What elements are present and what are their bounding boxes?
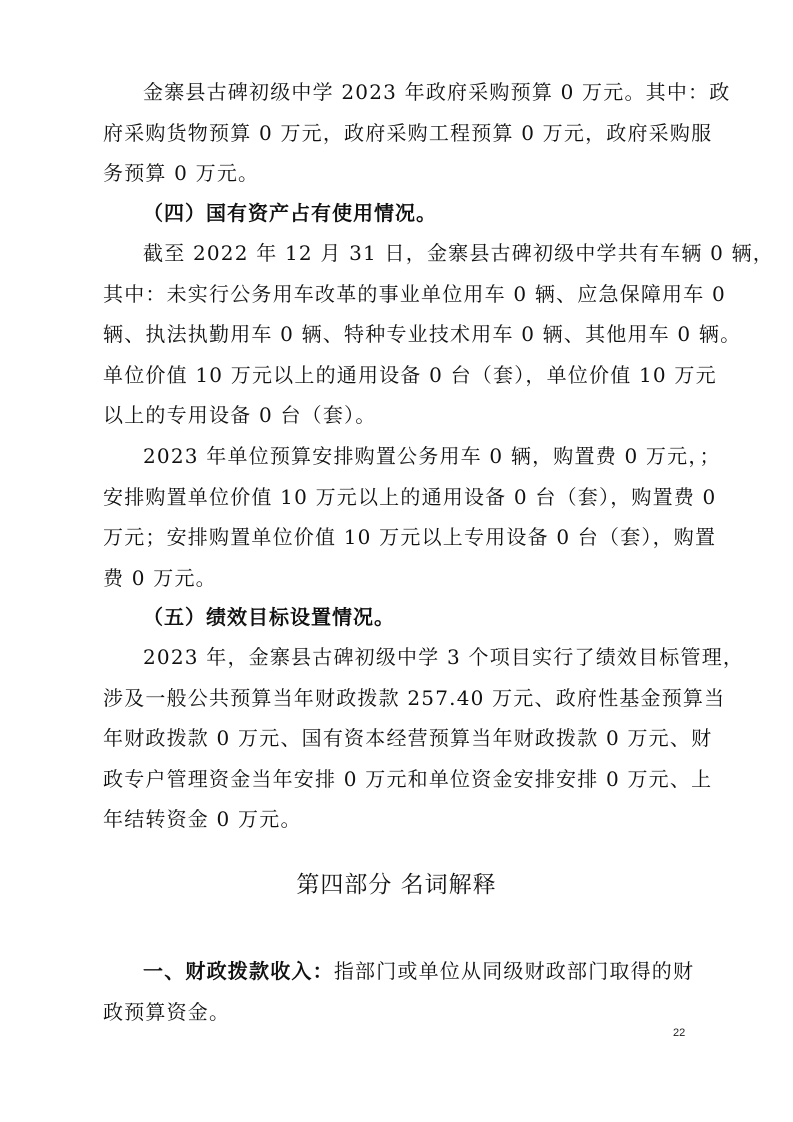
text-line: 年财政拨款 0 万元、国有资本经营预算当年财政拨款 0 万元、财 [103,726,713,750]
text-line [103,951,703,992]
text-line: 2023 年，金寨县古碑初级中学 3 个项目实行了绩效目标管理， [143,645,745,669]
text-line: 以上的专用设备 0 台（套）。 [103,403,377,427]
text-line: 政专户管理资金当年安排 0 万元和单位资金安排安排 0 万元、上 [103,766,713,791]
heading-performance-targets: （五）绩效目标设置情况。 [143,605,395,629]
text-line: 其中：未实行公务用车改革的事业单位用车 0 辆、应急保障用车 0 [103,281,726,306]
section-title: 第四部分 名词解释 [296,872,497,898]
text-line: 万元；安排购置单位价值 10 万元以上专用设备 0 台（套），购置 [103,525,717,549]
text-line: 辆、执法执勤用车 0 辆、特种专业技术用车 0 辆、其他用车 0 辆。 [103,322,742,346]
text-line: 单位价值 10 万元以上的通用设备 0 台（套），单位价值 10 万元 [103,362,717,387]
paragraph-term-definition [103,951,703,1032]
paragraph-performance [103,637,745,840]
text-line: 府采购货物预算 0 万元，政府采购工程预算 0 万元，政府采购服 [103,120,713,145]
text-line: 年结转资金 0 万元。 [103,807,302,831]
paragraph-purchase-budget [103,436,721,598]
text-line: 安排购置单位价值 10 万元以上的通用设备 0 台（套），购置费 0 [103,484,717,509]
heading-state-assets: （四）国有资产占有使用情况。 [143,201,437,225]
text-line: 政预算资金。 [103,999,231,1024]
term-label: 一、财政拨款收入： [143,959,334,983]
paragraph-vehicles-assets [103,233,774,436]
page-number: 22 [673,1027,686,1039]
text-line: 涉及一般公共预算当年财政拨款 257.40 万元、政府性基金预算当 [103,685,726,710]
term-definition: 指部门或单位从同级财政部门取得的财 [333,959,695,983]
text-line: 截至 2022 年 12 月 31 日，金寨县古碑初级中学共有车辆 0 辆， [143,241,774,265]
text-line: 务预算 0 万元。 [103,161,260,185]
text-line: 2023 年单位预算安排购置公务用车 0 辆，购置费 0 万元，； [143,444,721,468]
text-line: 费 0 万元。 [103,565,217,590]
paragraph-procurement-budget [103,72,731,194]
text-line: 金寨县古碑初级中学 2023 年政府采购预算 0 万元。其中：政 [143,80,731,104]
